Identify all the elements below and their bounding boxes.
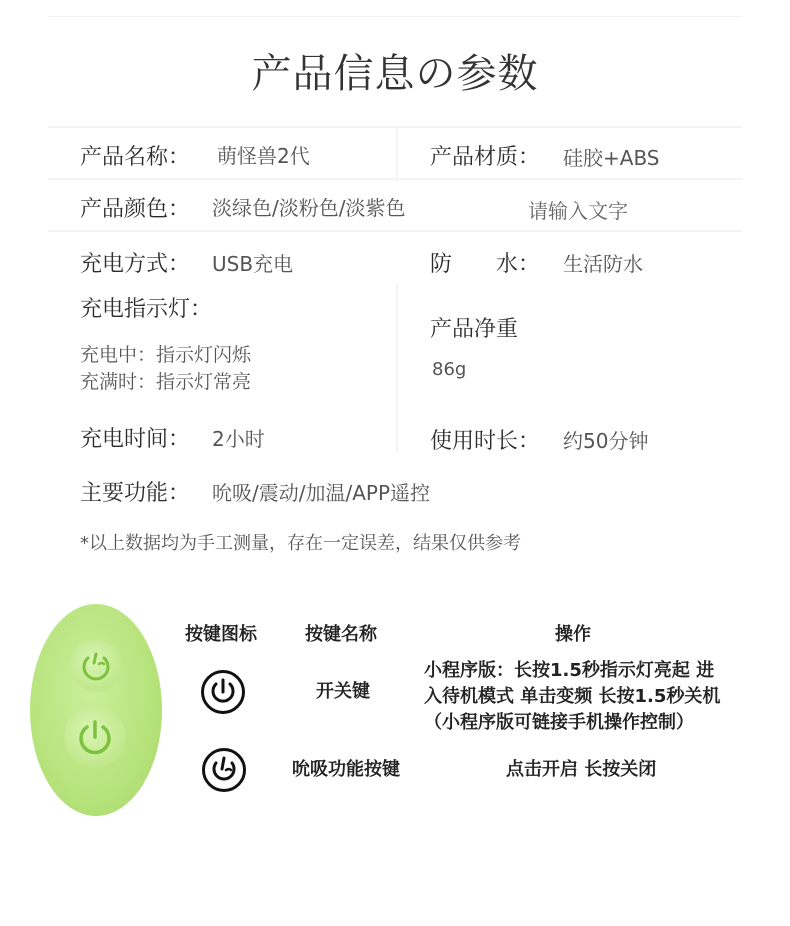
page-title: 产品信息の参数 xyxy=(251,51,539,97)
product-name-label: 产品名称： xyxy=(80,145,191,170)
suction-button-operation: 点击开启 长按关闭 xyxy=(506,759,657,780)
waterproof-label: 防 水： xyxy=(430,252,541,277)
waterproof-value: 生活防水 xyxy=(563,252,643,276)
operation-line: （小程序版可链接手机操作控制） xyxy=(424,712,694,733)
suction-icon xyxy=(78,648,114,684)
indicator-line-1: 充电中：指示灯闪烁 xyxy=(80,344,252,366)
column-divider xyxy=(396,126,398,182)
function-value: 吮吸/震动/加温/APP遥控 xyxy=(212,481,431,505)
header-button-name: 按键名称 xyxy=(305,624,377,645)
function-label: 主要功能： xyxy=(80,481,191,506)
charge-time-label: 充电时间： xyxy=(80,427,191,452)
color-label: 产品颜色： xyxy=(80,197,191,222)
suction-icon xyxy=(201,747,247,793)
net-weight-value: 86g xyxy=(432,359,467,380)
use-time-value: 约50分钟 xyxy=(563,429,649,453)
top-divider xyxy=(48,16,742,17)
material-label: 产品材质： xyxy=(430,145,541,170)
header-button-icon: 按键图标 xyxy=(185,624,257,645)
indicator-line-2: 充满时：指示灯常亮 xyxy=(80,371,252,393)
row-divider xyxy=(48,178,742,180)
device-power-button xyxy=(64,706,126,768)
net-weight-label: 产品净重 xyxy=(430,317,519,342)
color-value: 淡绿色/淡粉色/淡紫色 xyxy=(212,196,406,220)
material-value: 硅胶+ABS xyxy=(563,146,660,170)
use-time-label: 使用时长： xyxy=(430,429,541,454)
header-operation: 操作 xyxy=(555,624,591,645)
device-suction-button xyxy=(70,640,122,692)
column-divider xyxy=(396,284,398,452)
placeholder-text: 请输入文字 xyxy=(528,199,628,223)
indicator-label: 充电指示灯： xyxy=(80,297,213,322)
power-button-operation xyxy=(424,658,764,736)
power-button-name: 开关键 xyxy=(316,681,370,702)
operation-line: 入待机模式 单击变频 长按1.5秒关机 xyxy=(424,686,721,707)
power-icon xyxy=(200,669,246,715)
charge-time-value: 2小时 xyxy=(212,427,265,451)
operation-line: 小程序版：长按1.5秒指示灯亮起 进 xyxy=(424,660,715,681)
power-icon xyxy=(74,716,116,758)
row-divider xyxy=(48,230,742,232)
charge-method-label: 充电方式： xyxy=(80,252,191,277)
suction-button-name: 吮吸功能按键 xyxy=(292,759,400,780)
product-name-value: 萌怪兽2代 xyxy=(217,144,310,168)
charge-method-value: USB充电 xyxy=(212,252,294,276)
row-divider xyxy=(48,126,742,128)
measurement-note: *以上数据均为手工测量，存在一定误差，结果仅供参考 xyxy=(80,533,521,554)
